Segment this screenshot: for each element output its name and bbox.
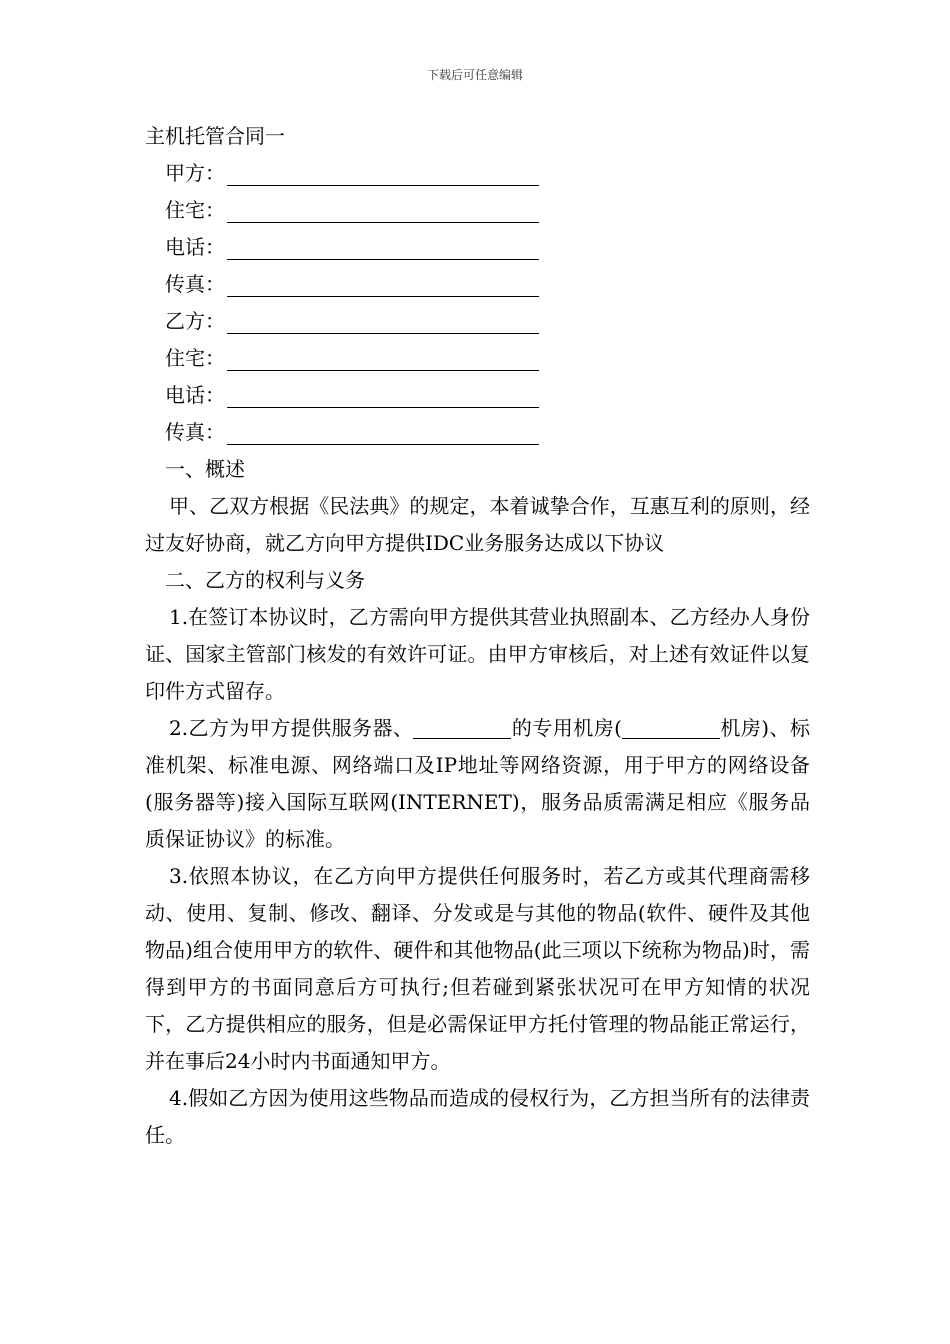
blank-line (227, 418, 539, 445)
section-heading-overview: 一、概述 (165, 457, 245, 481)
document-body (145, 118, 810, 1154)
blank-line (622, 716, 720, 739)
document-title: 主机托管合同一 (145, 124, 285, 148)
field-label: 甲方： (165, 161, 225, 185)
field-party-b (145, 303, 810, 340)
blank-line (227, 381, 539, 408)
blank-line (413, 716, 511, 739)
blank-line (227, 344, 539, 371)
paragraph-item-2 (145, 710, 810, 858)
paragraph-overview: 甲、乙双方根据《民法典》的规定，本着诚挚合作，互惠互利的原则，经过友好协商，就乙方向甲方提供IDC业务服务达成以下协议 (145, 494, 810, 555)
field-label: 电话： (165, 235, 225, 259)
field-party-b-address (145, 340, 810, 377)
item-2-text-part1: 2.乙方为甲方提供服务器、 (169, 716, 414, 740)
blank-line (227, 270, 539, 297)
blank-line (227, 233, 539, 260)
paragraph-item-1: 1.在签订本协议时，乙方需向甲方提供其营业执照副本、乙方经办人身份证、国家主管部门核发的有效许可证。由甲方审核后，对上述有效证件以复印件方式留存。 (145, 605, 810, 703)
field-label: 电话： (165, 383, 225, 407)
field-label: 传真： (165, 420, 225, 444)
field-party-a-fax (145, 266, 810, 303)
paragraph-item-3: 3.依照本协议，在乙方向甲方提供任何服务时，若乙方或其代理商需移动、使用、复制、修改、翻译、分发或是与其他的物品(软件、硬件及其他物品)组合使用甲方的软件、硬件和其他物品(此三项以下统称为物品)时，需得到甲方的书面同意后方可执行;但若碰到紧张状况可在甲方知情的状况下，乙方提供相应的服务，但是必需保证甲方托付管理的物品能正常运行，并在事后24小时内书面通知甲方。 (145, 864, 810, 1073)
blank-line (227, 159, 539, 186)
field-party-b-phone (145, 377, 810, 414)
blank-line (227, 307, 539, 334)
paragraph-item-4: 4.假如乙方因为使用这些物品而造成的侵权行为，乙方担当所有的法律责任。 (145, 1086, 810, 1147)
field-label: 乙方： (165, 309, 225, 333)
blank-line (227, 196, 539, 223)
field-party-b-fax (145, 414, 810, 451)
header-note: 下载后可任意编辑 (426, 68, 523, 82)
field-label: 住宅： (165, 198, 225, 222)
item-2-text-part2: 的专用机房( (511, 716, 622, 740)
section-heading-rights: 二、乙方的权利与义务 (165, 568, 365, 592)
item-2-text-part3: 机房)、标准机架、标准电源、网络端口及IP地址等网络资源，用于甲方的网络设备(服务器等)接入国际互联网(INTERNET)，服务品质需满足相应《服务品质保证协议》的标准。 (145, 716, 810, 851)
field-label: 传真： (165, 272, 225, 296)
field-party-a-address (145, 192, 810, 229)
field-party-a-phone (145, 229, 810, 266)
field-label: 住宅： (165, 346, 225, 370)
field-party-a (145, 155, 810, 192)
